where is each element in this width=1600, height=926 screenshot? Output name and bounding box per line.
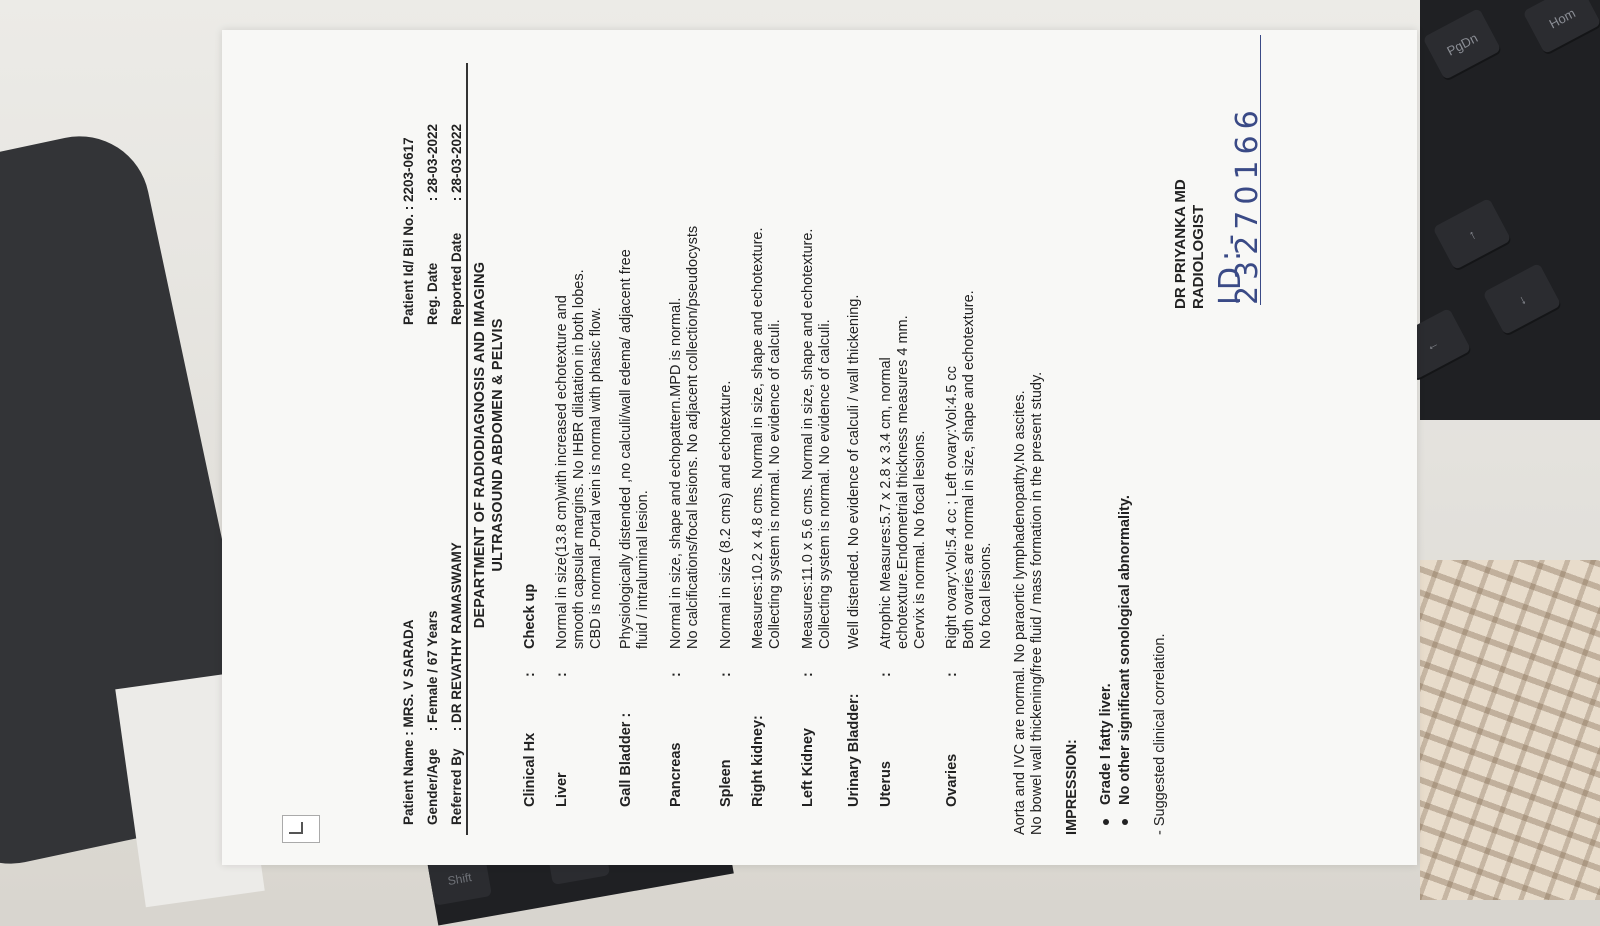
- bowel-line: No bowel wall thickening/free fluid / mass formation in the present study.: [1029, 371, 1045, 835]
- aorta-line: Aorta and IVC are normal. No paraortic lymphadenopathy.No ascites.: [1012, 390, 1028, 835]
- section-label: Pancreas: [668, 742, 684, 807]
- pgdn-key: PgDn: [1422, 8, 1501, 80]
- home-key: Hom: [1522, 0, 1600, 54]
- section-line: Physiologically distended ,no calculi/wall edema/ adjacent free: [618, 249, 634, 649]
- patient-id-label: Patient Id/ Bil No.: [401, 213, 416, 325]
- section-line: Well distended. No evidence of calculi / wall thickening.: [846, 294, 862, 649]
- section-line: CBD is normal .Portal vein is normal with phasic flow.: [588, 307, 604, 649]
- suggestion-line: - Suggested clinical correlation.: [1152, 633, 1168, 835]
- section-label: Spleen: [718, 759, 734, 807]
- doctor-title: RADIOLOGIST: [1190, 204, 1207, 309]
- section-label: Urinary Bladder:: [846, 693, 862, 807]
- section-colon: :: [878, 672, 894, 677]
- section-text: [618, 47, 652, 649]
- header-divider: [466, 63, 468, 835]
- patient-name: MRS. V SARADA: [401, 619, 416, 728]
- referred-by-label: Referred By: [449, 748, 464, 825]
- section-line: Normal in size (8.2 cms) and echotexture.: [718, 380, 734, 649]
- department-title: DEPARTMENT OF RADIODIAGNOSIS AND IMAGING: [472, 261, 488, 629]
- impression-text: No other significant sonological abnormality.: [1117, 495, 1133, 805]
- handwritten-id: ID:- 23270166: [1213, 104, 1265, 305]
- section-colon: :: [800, 672, 816, 677]
- section-label: Clinical Hx: [522, 732, 538, 807]
- section-text: [668, 47, 702, 649]
- section-line: fluid / intraluminal lesion.: [635, 490, 651, 649]
- reg-date-label: Reg. Date: [425, 262, 440, 325]
- impression-item: [1117, 495, 1134, 825]
- section-line: Measures:10.2 x 4.8 cms. Normal in size, shape and echotexture.: [750, 227, 766, 649]
- section-colon: :: [522, 672, 538, 677]
- keyboard: [1420, 0, 1600, 420]
- impression-title: IMPRESSION:: [1064, 739, 1080, 835]
- patient-id-value: : 2203-0617: [401, 137, 416, 211]
- arrow-up-key: ↑: [1432, 198, 1511, 270]
- referred-by-row: [448, 542, 465, 825]
- section-left-kidney: [800, 47, 834, 807]
- section-spleen: [718, 47, 735, 807]
- section-gall-bladder: [618, 47, 652, 807]
- section-text: [878, 47, 929, 649]
- section-ovaries: [944, 47, 995, 807]
- section-line: Both ovaries are normal in size, shape and echotexture.: [961, 290, 977, 649]
- section-label: Ovaries: [944, 753, 960, 807]
- referred-by-value: : DR REVATHY RAMASWAMY: [449, 542, 464, 732]
- study-title: ULTRASOUND ABDOMEN & PELVIS: [490, 318, 506, 572]
- reg-date-row: [424, 124, 441, 325]
- checked-cloth: [1420, 560, 1600, 900]
- section-liver: [554, 47, 605, 807]
- section-line: Normal in size, shape and echopattern.MPD is normal.: [668, 297, 684, 649]
- gender-age-label: Gender/Age: [425, 748, 440, 825]
- section-line: Cervix is normal. No focal lesions.: [912, 430, 928, 649]
- section-line: Right ovary:Vol:5.4 cc ; Left ovary:Vol:4.5 cc: [944, 366, 960, 649]
- section-urinary-bladder: [846, 47, 863, 807]
- patient-id-row: [400, 137, 417, 325]
- report-sheet-rotated: [222, 25, 1407, 865]
- section-label: Left Kidney: [800, 728, 816, 807]
- impression-item: [1098, 683, 1115, 825]
- signature-block: [1172, 179, 1208, 309]
- section-colon: :: [944, 672, 960, 677]
- shift-key: Shift: [427, 852, 492, 905]
- reported-date-row: [448, 124, 465, 325]
- section-line: Normal in size(13.8 cm)with increased echotexture and: [554, 295, 570, 649]
- section-label: Uterus: [878, 761, 894, 807]
- section-line: Collecting system is normal. No evidence of calculi.: [817, 319, 833, 649]
- section-line: Atrophic Measures:5.7 x 2.8 x 3.4 cm, normal: [878, 357, 894, 649]
- patient-name-label: Patient Name :: [401, 731, 416, 825]
- report-content: [222, 25, 1407, 865]
- arrow-left-key: ←: [1392, 308, 1471, 380]
- section-clinical-hx: [522, 47, 539, 807]
- gender-age-value: : Female / 67 Years: [425, 610, 440, 732]
- section-line: echotexture.Endometrial thickness measures 4 mm.: [895, 315, 911, 649]
- gender-age-row: [424, 611, 441, 825]
- section-label: Gall Bladder :: [618, 712, 634, 807]
- doctor-name: DR PRIYANKA MD: [1172, 179, 1189, 309]
- section-right-kidney: [750, 47, 784, 807]
- section-uterus: [878, 47, 929, 807]
- section-text: [944, 47, 995, 649]
- bullet-icon: [1103, 819, 1109, 825]
- section-pancreas: [668, 47, 702, 807]
- handwritten-underline: [1260, 35, 1261, 305]
- section-text: [800, 47, 834, 649]
- section-text: [522, 47, 539, 649]
- reported-date-label: Reported Date: [449, 232, 464, 325]
- section-colon: :: [718, 672, 734, 677]
- patient-name-row: [400, 619, 417, 825]
- section-text: [718, 47, 735, 649]
- report-paper: [222, 30, 1417, 865]
- section-label: Liver: [554, 772, 570, 807]
- binder-clip-mark: [282, 815, 320, 843]
- bullet-icon: [1122, 819, 1128, 825]
- reported-date-value: : 28-03-2022: [449, 123, 464, 202]
- arrow-down-key: ↓: [1482, 263, 1561, 335]
- section-colon: :: [668, 672, 684, 677]
- impression-text: Grade I fatty liver.: [1098, 683, 1114, 805]
- section-line: No focal lesions.: [978, 542, 994, 649]
- section-line: smooth capsular margins. No IHBR dilatation in both lobes.: [571, 269, 587, 649]
- section-colon: :: [554, 672, 570, 677]
- section-text: [846, 47, 863, 649]
- aorta-paragraph: [1012, 55, 1046, 835]
- section-line: Check up: [522, 583, 538, 649]
- section-line: No calcifications/focal lesions. No adjacent collection/pseudocysts: [685, 225, 701, 649]
- section-label: Right kidney:: [750, 715, 766, 807]
- section-line: Measures:11.0 x 5.6 cms. Normal in size, shape and echotexture.: [800, 228, 816, 649]
- reg-date-value: : 28-03-2022: [425, 123, 440, 202]
- section-line: Collecting system is normal. No evidence of calculi.: [767, 319, 783, 649]
- section-text: [750, 47, 784, 649]
- section-text: [554, 47, 605, 649]
